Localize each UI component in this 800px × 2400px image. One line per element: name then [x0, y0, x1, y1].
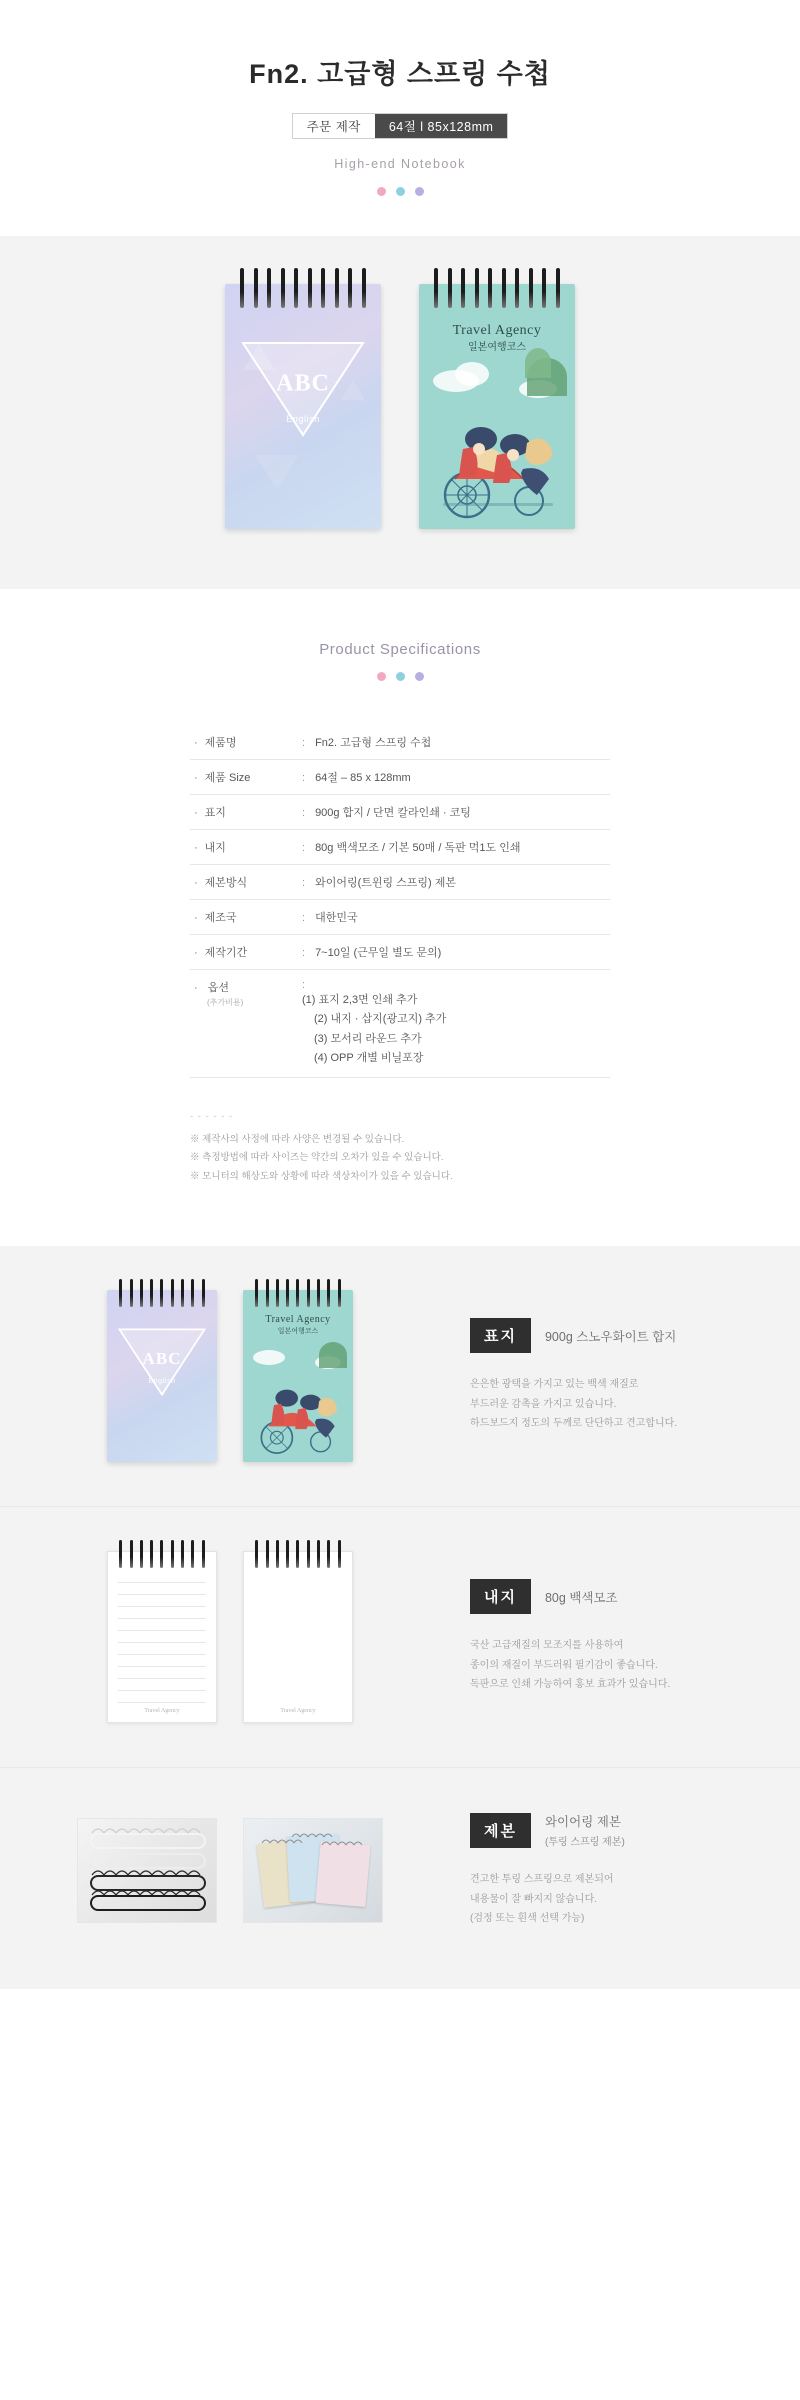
feature-title: 80g 백색모조	[544, 1590, 618, 1605]
option-line: : (1) 표지 2,3면 인쇄 추가	[302, 994, 418, 1006]
feature-binding-images	[0, 1818, 460, 1923]
inner-page-footer: Travel Agency	[144, 1708, 180, 1715]
feature-tag: 표지	[470, 1318, 531, 1353]
dot-1	[377, 672, 386, 681]
feature-cover-text	[460, 1318, 760, 1434]
option-label-sub: (추가비용)	[207, 998, 244, 1007]
desc-line: 은은한 광택을 가지고 있는 백색 재질로	[470, 1379, 639, 1391]
table-row	[190, 795, 610, 830]
inner-page-thumb-1	[107, 1551, 217, 1723]
table-row	[190, 935, 610, 970]
table-row-options	[190, 970, 610, 1078]
spec-key: · 제본방식	[190, 865, 298, 900]
table-row	[190, 760, 610, 795]
inner-page-art	[243, 1551, 353, 1723]
table-row	[190, 725, 610, 760]
desc-line: 국산 고급재질의 모조지를 사용하여	[470, 1640, 624, 1652]
option-line: (3) 모서리 라운드 추가	[314, 1032, 422, 1045]
badge-size: 64절 l 85x128mm	[375, 114, 508, 138]
cover-travel-title: Travel Agency	[265, 1314, 331, 1326]
feature-description	[470, 1870, 760, 1929]
dot-2	[396, 672, 405, 681]
desc-line: 종이의 재질이 부드러워 필기감이 좋습니다.	[470, 1659, 658, 1671]
spec-key: · 제품명	[190, 725, 298, 760]
notebook-cover-abc	[225, 284, 381, 529]
cover-travel-sub: 일본여행코스	[277, 1328, 319, 1336]
note-line: ※ 제작사의 사정에 따라 사양은 변경될 수 있습니다.	[190, 1133, 405, 1145]
specifications-section	[0, 589, 800, 1246]
inner-page-art	[107, 1551, 217, 1723]
option-label: 옵션	[207, 982, 229, 994]
feature-binding-text	[460, 1812, 760, 1929]
cover-art-abc	[107, 1290, 217, 1462]
cover-abc-sub: English	[286, 413, 320, 424]
option-line: (2) 내지 · 삽지(광고지) 추가	[314, 1013, 447, 1026]
ruled-lines	[118, 1582, 206, 1714]
spec-value: : 80g 백색모조 / 기본 50매 / 독판 먹1도 인쇄	[298, 830, 610, 865]
feature-description	[470, 1375, 760, 1434]
feature-title-wrap	[545, 1812, 625, 1848]
feature-heading	[470, 1579, 760, 1614]
feature-section-binding	[0, 1768, 800, 1989]
note-line: ※ 모니터의 해상도와 상황에 따라 색상차이가 있을 수 있습니다.	[190, 1170, 453, 1182]
feature-title: 와이어링 제본	[544, 1815, 621, 1830]
spec-value: : 와이어링(트윈링 스프링) 제본	[298, 865, 610, 900]
spec-value-options	[298, 970, 610, 1078]
feature-tag: 제본	[470, 1813, 531, 1848]
rickshaw-illustration	[243, 1358, 353, 1458]
notebook-cover-travel	[419, 284, 575, 529]
spec-value: : 64절 – 85 x 128mm	[298, 760, 610, 795]
spec-value: : 900g 합지 / 단면 칼라인쇄 · 코팅	[298, 795, 610, 830]
notebook-thumb-abc	[107, 1290, 217, 1462]
spec-section-title: Product Specifications	[319, 641, 481, 658]
spec-key: · 내지	[190, 830, 298, 865]
feature-section-cover	[0, 1246, 800, 1506]
desc-line: 하드보드지 정도의 두께로 단단하고 견고합니다.	[470, 1418, 678, 1430]
rickshaw-illustration	[419, 383, 575, 523]
cover-abc-title: ABC	[142, 1348, 182, 1368]
table-row	[190, 865, 610, 900]
cover-travel-title: Travel Agency	[452, 323, 542, 339]
header-dot-decoration	[0, 187, 800, 196]
desc-line: 부드러운 감촉을 가지고 있습니다.	[470, 1398, 617, 1410]
spec-value: : 대한민국	[298, 900, 610, 935]
inner-page-footer: Travel Agency	[280, 1708, 316, 1715]
feature-title: 900g 스노우화이트 합지	[544, 1329, 677, 1344]
feature-heading	[470, 1812, 760, 1848]
spec-key: · 제품 Size	[190, 760, 298, 795]
wire-coil-illustration	[78, 1819, 217, 1923]
spec-key-option	[190, 970, 298, 1078]
dot-3	[415, 187, 424, 196]
cover-abc-sub: English	[148, 1377, 176, 1385]
feature-tag: 내지	[470, 1579, 531, 1614]
cover-abc-title: ABC	[276, 370, 330, 397]
badge-order-made: 주문 제작	[306, 120, 361, 134]
spec-key: · 표지	[190, 795, 298, 830]
feature-section-inner	[0, 1507, 800, 1767]
cover-travel-sub: 일본여행코스	[468, 341, 526, 353]
binding-photo-notebooks	[243, 1818, 383, 1923]
desc-line: 독판으로 인쇄 가능하여 홍보 효과가 있습니다.	[470, 1679, 671, 1691]
cover-art-abc	[225, 284, 381, 529]
disclaimer-notes	[190, 1108, 610, 1186]
cover-art-travel	[243, 1290, 353, 1462]
binding-photo-wires	[77, 1818, 217, 1923]
feature-heading	[470, 1318, 760, 1353]
table-row	[190, 830, 610, 865]
option-line: (4) OPP 개별 비닐포장	[314, 1051, 424, 1064]
desc-line: 견고한 투링 스프링으로 제본되어	[470, 1874, 614, 1886]
spec-dot-decoration	[0, 672, 800, 681]
dot-2	[396, 187, 405, 196]
page-title: Fn2. 고급형 스프링 수첩	[249, 59, 551, 89]
inner-page-thumb-2	[243, 1551, 353, 1723]
badge-group	[292, 113, 509, 139]
wire-binding-detail	[244, 1819, 383, 1923]
divider-dashes: - - - - - -	[190, 1111, 234, 1122]
feature-inner-images	[0, 1551, 460, 1723]
spec-key: · 제조국	[190, 900, 298, 935]
spec-table	[190, 725, 610, 1078]
spec-value: : 7~10일 (근무일 별도 문의)	[298, 935, 610, 970]
desc-line: (검정 또는 흰색 선택 가능)	[470, 1913, 585, 1925]
page-header	[0, 0, 800, 236]
cover-art-travel	[419, 284, 575, 529]
table-row	[190, 900, 610, 935]
feature-subtitle: (투링 스프링 제본)	[544, 1837, 625, 1849]
page-subtitle: High-end Notebook	[334, 157, 466, 171]
note-line: ※ 측정방법에 따라 사이즈는 약간의 오차가 있을 수 있습니다.	[190, 1152, 444, 1164]
hill-shape-2	[525, 348, 551, 378]
feature-cover-images	[0, 1290, 460, 1462]
spec-value: : Fn2. 고급형 스프링 수첩	[298, 725, 610, 760]
triangle-decoration-3	[255, 455, 299, 489]
spec-key: · 제작기간	[190, 935, 298, 970]
hero-section	[0, 236, 800, 589]
dot-1	[377, 187, 386, 196]
feature-description	[470, 1636, 760, 1695]
notebook-thumb-travel	[243, 1290, 353, 1462]
desc-line: 내용물이 잘 빠지지 않습니다.	[470, 1893, 598, 1905]
dot-3	[415, 672, 424, 681]
feature-inner-text	[460, 1579, 760, 1695]
